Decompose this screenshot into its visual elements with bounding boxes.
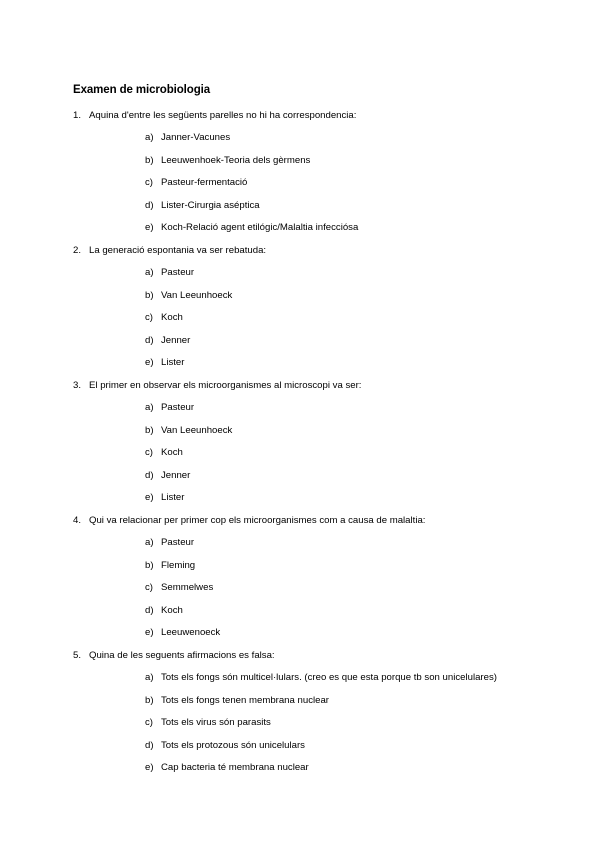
question-4-option-c	[145, 582, 213, 593]
option-text: Leeuwenoeck	[161, 627, 221, 638]
question-number: 2.	[73, 245, 82, 256]
option-letter: b)	[145, 695, 154, 706]
option-text: Cap bacteria té membrana nuclear	[161, 762, 309, 773]
question-number: 5.	[73, 650, 82, 661]
option-letter: b)	[145, 425, 154, 436]
question-4-option-d	[145, 605, 183, 616]
question-number: 4.	[73, 515, 82, 526]
question-2-option-c	[145, 312, 183, 323]
option-letter: b)	[145, 155, 154, 166]
question-1-option-b	[145, 155, 310, 166]
option-text: Koch-Relació agent etilógic/Malaltia infecciósa	[161, 222, 359, 233]
question-text: Qui va relacionar per primer cop els microorganismes com a causa de malaltia:	[89, 515, 426, 526]
option-letter: d)	[145, 740, 154, 751]
option-letter: a)	[145, 672, 154, 683]
option-text: Lister	[161, 357, 185, 368]
question-text: Quina de les seguents afirmacions es falsa:	[89, 650, 275, 661]
option-text: Van Leeunhoeck	[161, 425, 233, 436]
question-5-option-e	[145, 762, 309, 773]
question-3	[73, 380, 361, 391]
option-letter: b)	[145, 560, 154, 571]
option-letter: e)	[145, 762, 154, 773]
option-text: Leeuwenhoek-Teoria dels gèrmens	[161, 155, 311, 166]
option-letter: a)	[145, 537, 154, 548]
question-1-option-d	[145, 200, 260, 211]
option-letter: c)	[145, 447, 153, 458]
option-text: Tots els protozous són unicelulars	[161, 740, 305, 751]
question-5	[73, 650, 275, 661]
question-text: Aquina d'entre les següents parelles no hi ha correspondencia:	[89, 110, 357, 121]
question-4-option-b	[145, 560, 195, 571]
option-letter: c)	[145, 177, 153, 188]
question-2-option-e	[145, 357, 184, 368]
option-text: Lister-Cirurgia aséptica	[161, 200, 260, 211]
question-3-option-c	[145, 447, 183, 458]
option-letter: b)	[145, 290, 154, 301]
option-text: Fleming	[161, 560, 196, 571]
option-letter: a)	[145, 267, 154, 278]
question-text: El primer en observar els microorganismes al microscopi va ser:	[89, 380, 362, 391]
question-5-option-a	[145, 672, 497, 683]
option-text: Jenner	[161, 335, 191, 346]
option-letter: e)	[145, 627, 154, 638]
question-2	[73, 245, 266, 256]
option-text: Koch	[161, 312, 183, 323]
option-text: Tots els virus són parasits	[161, 717, 271, 728]
option-letter: d)	[145, 605, 154, 616]
option-text: Koch	[161, 447, 183, 458]
question-2-option-a	[145, 267, 194, 278]
option-text: Koch	[161, 605, 183, 616]
question-3-option-e	[145, 492, 184, 503]
option-letter: d)	[145, 200, 154, 211]
option-text: Jenner	[161, 470, 191, 481]
question-number: 3.	[73, 380, 82, 391]
question-5-option-d	[145, 740, 305, 751]
option-letter: c)	[145, 717, 153, 728]
option-letter: e)	[145, 222, 154, 233]
option-text: Semmelwes	[161, 582, 214, 593]
option-text: Pasteur	[161, 267, 195, 278]
option-letter: c)	[145, 582, 153, 593]
option-text: Pasteur-fermentació	[161, 177, 248, 188]
question-5-option-c	[145, 717, 271, 728]
option-letter: d)	[145, 335, 154, 346]
option-text: Pasteur	[161, 402, 195, 413]
option-text: Lister	[161, 492, 185, 503]
option-text: Tots els fongs tenen membrana nuclear	[161, 695, 329, 706]
page-title: Examen de microbiologia	[73, 84, 211, 96]
question-2-option-d	[145, 335, 190, 346]
option-letter: a)	[145, 132, 154, 143]
option-letter: c)	[145, 312, 153, 323]
question-1-option-c	[145, 177, 247, 188]
option-letter: a)	[145, 402, 154, 413]
question-1-option-a	[145, 132, 230, 143]
question-4	[73, 515, 425, 526]
question-3-option-d	[145, 470, 190, 481]
question-1-option-e	[145, 222, 358, 233]
option-text: Janner-Vacunes	[161, 132, 231, 143]
option-text: Pasteur	[161, 537, 195, 548]
option-text: Tots els fongs són multicel·lulars. (creo es que esta porque tb son unicelulares)	[161, 672, 497, 683]
question-3-option-a	[145, 402, 194, 413]
question-1	[73, 110, 356, 121]
question-text: La generació espontania va ser rebatuda:	[89, 245, 267, 256]
option-letter: e)	[145, 492, 154, 503]
question-number: 1.	[73, 110, 82, 121]
question-4-option-a	[145, 537, 194, 548]
option-letter: d)	[145, 470, 154, 481]
question-2-option-b	[145, 290, 232, 301]
question-3-option-b	[145, 425, 232, 436]
option-letter: e)	[145, 357, 154, 368]
option-text: Van Leeunhoeck	[161, 290, 233, 301]
question-5-option-b	[145, 695, 329, 706]
question-4-option-e	[145, 627, 220, 638]
